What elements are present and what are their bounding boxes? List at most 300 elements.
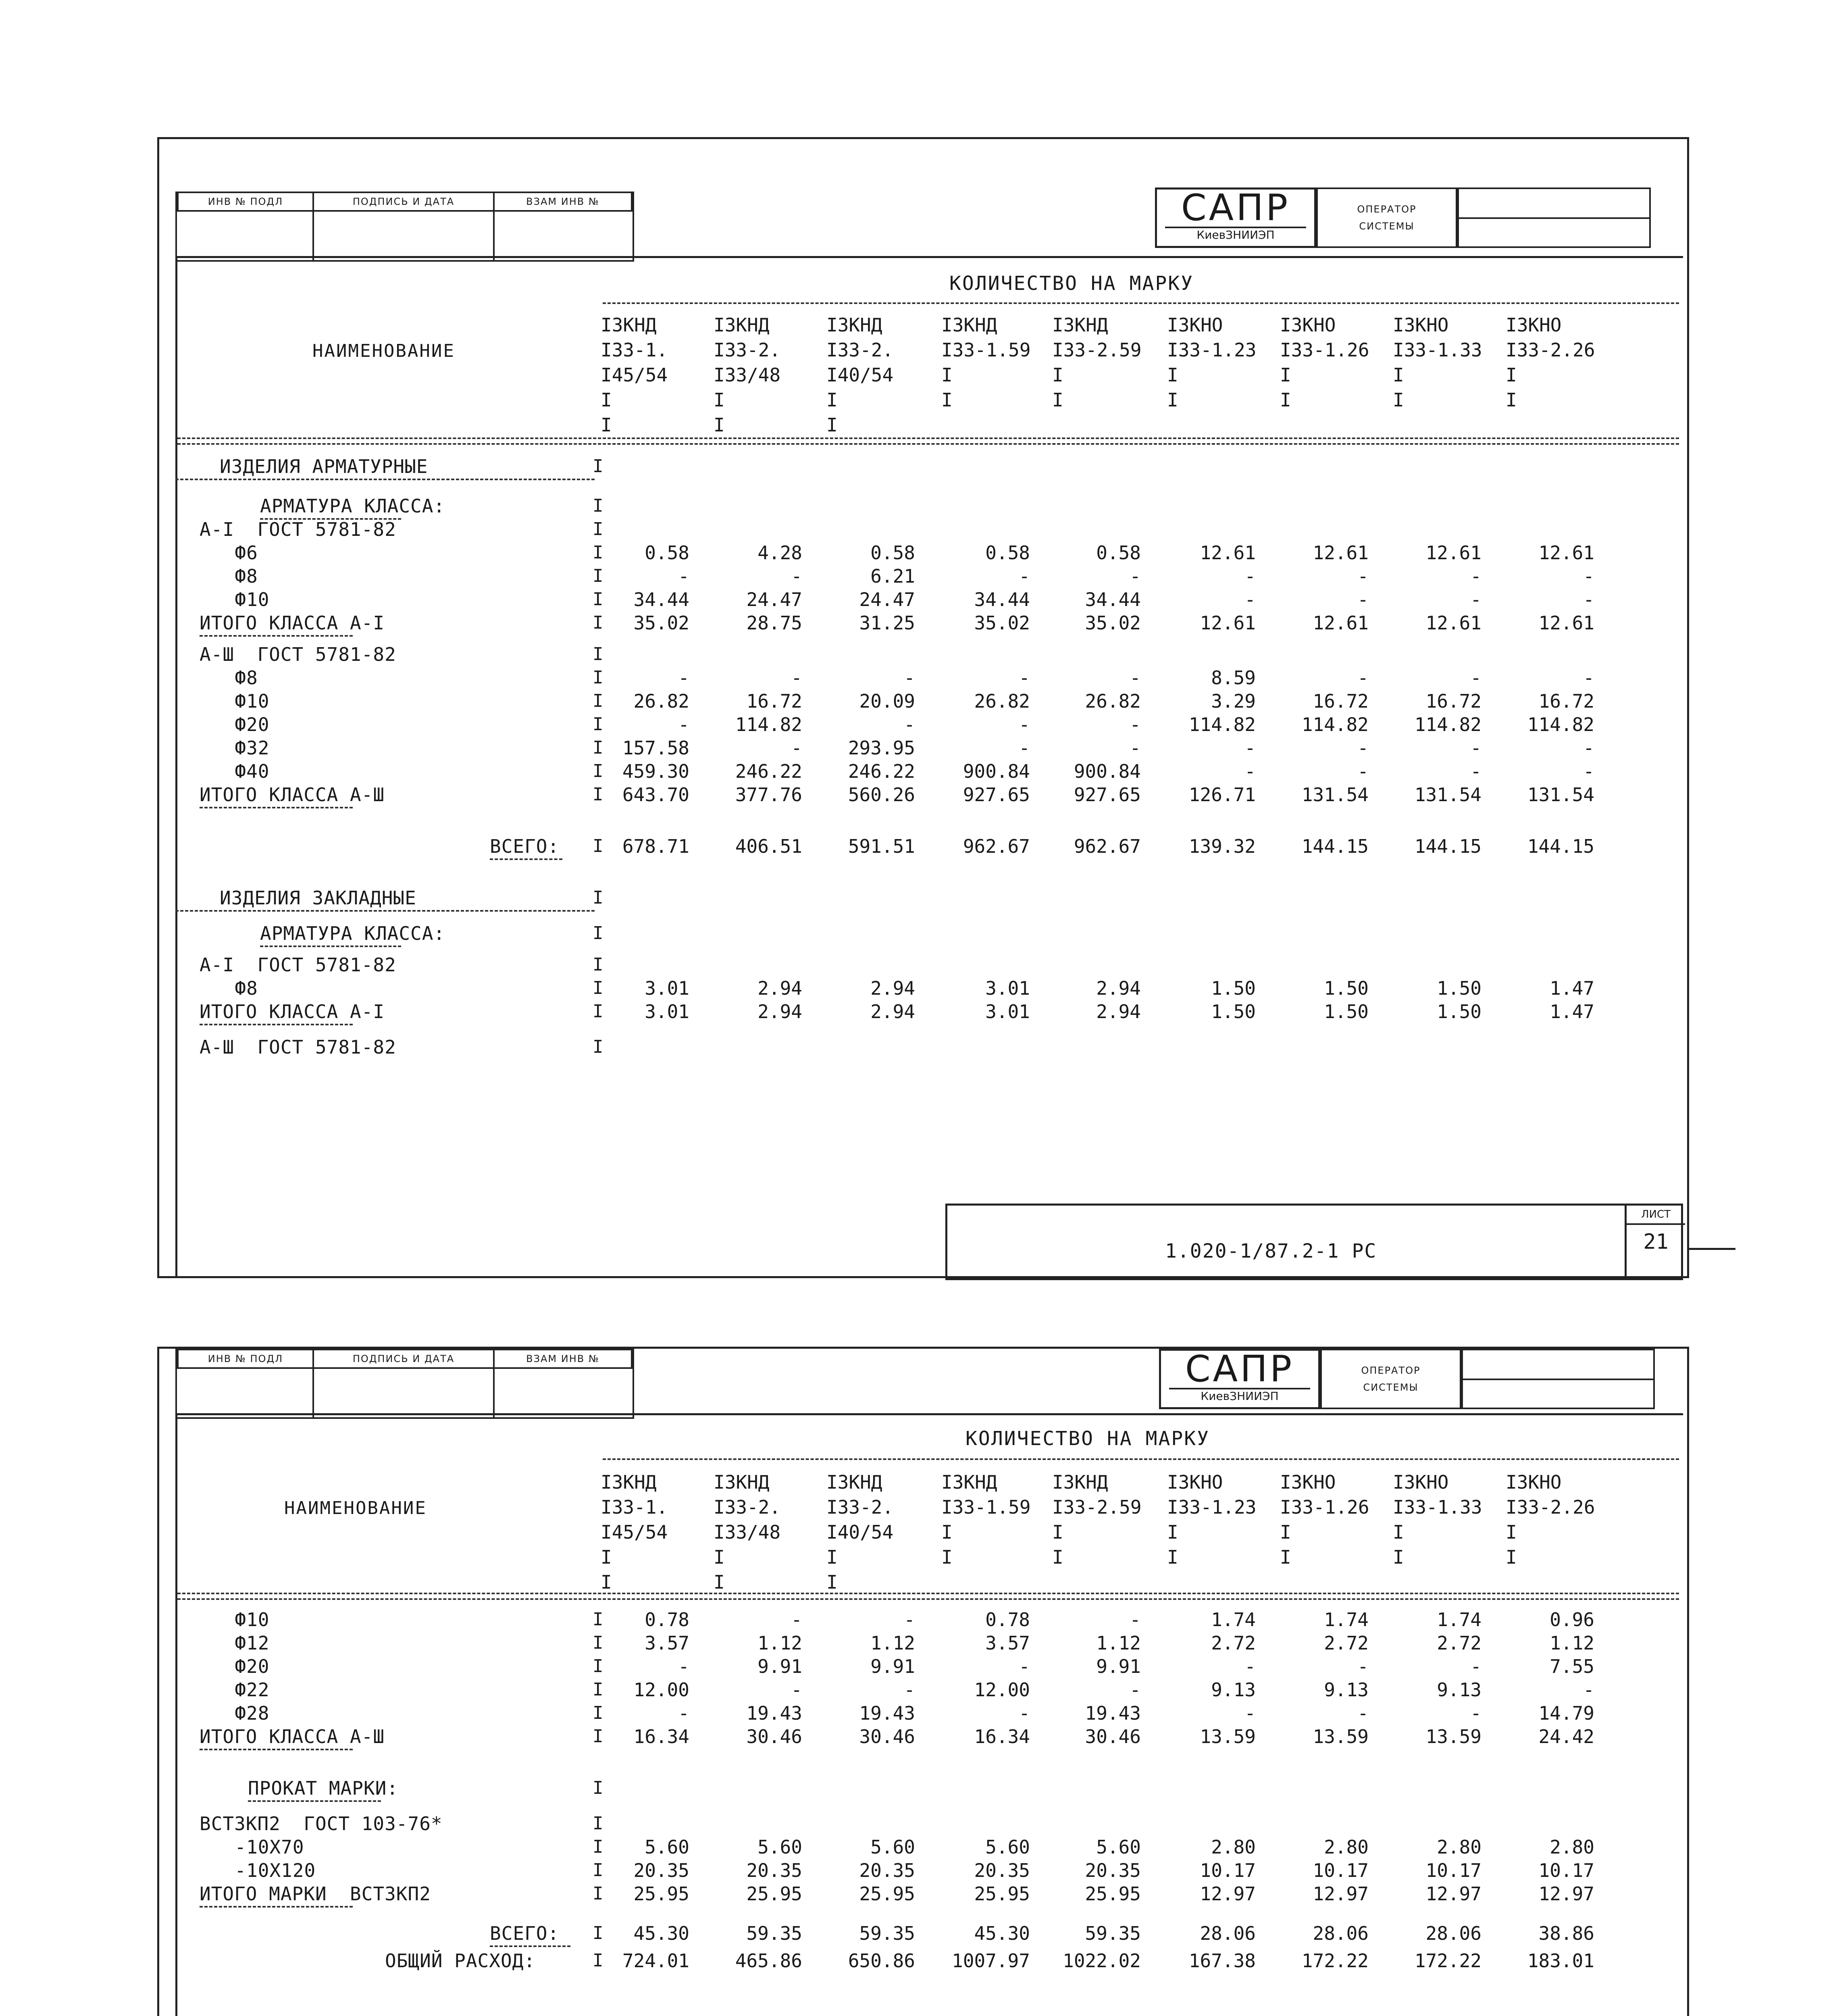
row-value: 0.58 (870, 542, 915, 564)
mark-header-marker: I (1393, 1546, 1404, 1568)
mark-header-line: I3КНО (1506, 1471, 1562, 1493)
row-value: 30.46 (859, 1726, 915, 1747)
row-value: - (904, 1679, 915, 1701)
row-value: 59.35 (746, 1922, 802, 1944)
mark-header-line: I33-1.26 (1280, 339, 1369, 361)
row-value: 13.59 (1425, 1726, 1482, 1747)
row-label: ИТОГО КЛАССА А-I (200, 612, 385, 634)
row-value: 246.22 (848, 760, 915, 782)
mark-header-line: I33-1.33 (1393, 1496, 1482, 1518)
column-separator: I (593, 1837, 603, 1857)
blank-box (1457, 187, 1651, 248)
row-value: 4.28 (757, 542, 802, 564)
row-value: 459.30 (622, 760, 689, 782)
row-value: - (678, 1702, 689, 1724)
row-value: 2.80 (1211, 1836, 1256, 1858)
row-value: 20.35 (974, 1860, 1030, 1881)
row-value: 34.44 (974, 589, 1030, 610)
row-value: 16.72 (1313, 690, 1369, 712)
row-label: Ф22 (212, 1679, 270, 1701)
quantity-title: КОЛИЧЕСТВО НА МАРКУ (949, 272, 1194, 295)
column-separator: I (593, 1001, 603, 1022)
row-label: Ф12 (212, 1632, 270, 1654)
row-label: ВСТ3КП2 ГОСТ 103-76* (200, 1813, 443, 1835)
doc-code: 1.020-1/87.2-1 РС (1165, 1240, 1377, 1262)
title-block (945, 1204, 1683, 1280)
column-separator: I (593, 1726, 603, 1747)
column-separator: I (593, 589, 603, 610)
row-value: 962.67 (1074, 835, 1141, 857)
row-label: А-Ш ГОСТ 5781-82 (200, 644, 396, 665)
mark-header-marker: I (1052, 389, 1063, 411)
row-value: 3.01 (645, 977, 689, 999)
mark-header-marker: I (1506, 1546, 1517, 1568)
mark-header-line: I33-1.23 (1167, 1496, 1257, 1518)
table-row (159, 885, 1687, 911)
row-value: 3.01 (645, 1001, 689, 1023)
row-value: 1.50 (1437, 977, 1482, 999)
approval-stamp (175, 1349, 634, 1419)
row-value: 10.17 (1200, 1860, 1256, 1881)
table-row (159, 1654, 1687, 1679)
mark-header-marker: I (941, 364, 953, 386)
column-separator: I (593, 978, 603, 998)
list-label: ЛИСТ (1627, 1206, 1685, 1225)
row-value: 2.94 (1096, 977, 1141, 999)
row-value: - (1583, 565, 1594, 587)
row-value: 19.43 (1085, 1702, 1141, 1724)
sheet-22 (157, 1347, 1689, 2016)
column-separator: I (593, 1656, 603, 1677)
table-row (159, 665, 1687, 691)
column-separator: I (593, 566, 603, 586)
row-value: 678.71 (622, 835, 689, 857)
mark-header-line: I3КНО (1393, 314, 1449, 336)
sapr-logo (1159, 1349, 1320, 1409)
row-value: 5.60 (757, 1836, 802, 1858)
row-label: ПРОКАТ МАРКИ: (248, 1777, 399, 1799)
table-row (159, 688, 1687, 714)
row-label: А-Ш ГОСТ 5781-82 (200, 1036, 396, 1058)
mark-header-marker: I (1280, 364, 1291, 386)
mark-header-marker: I (1167, 364, 1178, 386)
row-value: - (1357, 760, 1369, 782)
mark-header-marker: I (941, 1521, 953, 1543)
row-value: 24.47 (746, 589, 802, 610)
mark-header-line: I3КНД (601, 314, 657, 336)
operator-line1: ОПЕРАТОР (1357, 204, 1417, 215)
row-label: ВСЕГО: (490, 835, 560, 857)
row-value: - (1470, 565, 1482, 587)
sheet-21 (157, 137, 1689, 1278)
row-value: 9.91 (757, 1656, 802, 1677)
stamp-inv-podl: ИНВ № ПОДЛ (177, 1349, 314, 1369)
row-label: Ф10 (212, 589, 270, 610)
column-separator: I (593, 1633, 603, 1653)
mark-header-marker: I (1393, 364, 1404, 386)
row-label: ИТОГО КЛАССА А-Ш (200, 784, 385, 806)
operator-line1: ОПЕРАТОР (1361, 1365, 1421, 1376)
row-value: 126.71 (1188, 784, 1256, 806)
table-row (159, 1630, 1687, 1656)
row-value: 16.72 (746, 690, 802, 712)
column-separator: I (593, 667, 603, 688)
column-separator: I (593, 1703, 603, 1723)
row-value: 1.50 (1324, 1001, 1369, 1023)
row-value: - (1130, 565, 1141, 587)
row-value: 3.01 (985, 977, 1030, 999)
mark-header-line: I33-2.26 (1506, 1496, 1595, 1518)
column-separator: I (593, 691, 603, 711)
table-row (159, 1677, 1687, 1703)
row-value: 114.82 (1301, 714, 1369, 735)
row-value: 114.82 (735, 714, 802, 735)
row-label: ИТОГО МАРКИ ВСТ3КП2 (200, 1883, 431, 1905)
row-value: 6.21 (870, 565, 915, 587)
table-row (159, 833, 1687, 859)
row-value: 16.72 (1538, 690, 1594, 712)
row-value: 12.97 (1200, 1883, 1256, 1905)
column-separator: I (593, 1860, 603, 1881)
row-value: 3.01 (985, 1001, 1030, 1023)
mark-header-line: I3КНД (714, 1471, 770, 1493)
row-label: Ф32 (212, 737, 270, 759)
table-row (159, 1858, 1687, 1883)
row-value: - (1583, 760, 1594, 782)
row-value: 1.50 (1437, 1001, 1482, 1023)
row-value: 20.35 (746, 1860, 802, 1881)
table-row (159, 641, 1687, 667)
row-value: 183.01 (1527, 1950, 1594, 1972)
row-value: 16.72 (1425, 690, 1482, 712)
mark-header-marker: I (826, 1571, 838, 1593)
row-value: - (791, 565, 802, 587)
row-value: 35.02 (633, 612, 689, 634)
row-value: 12.61 (1538, 612, 1594, 634)
mark-header-line: I33-1.23 (1167, 339, 1257, 361)
row-value: 0.78 (645, 1609, 689, 1631)
row-value: - (1244, 1702, 1256, 1724)
row-value: 1007.97 (952, 1950, 1030, 1972)
row-value: 172.22 (1414, 1950, 1482, 1972)
mark-header-line: I33-2. (714, 339, 781, 361)
row-value: - (1019, 737, 1030, 759)
row-value: 10.17 (1425, 1860, 1482, 1881)
row-value: 28.06 (1313, 1922, 1369, 1944)
row-value: 0.58 (1096, 542, 1141, 564)
row-value: 5.60 (645, 1836, 689, 1858)
table-row (159, 999, 1687, 1025)
row-value: 59.35 (1085, 1922, 1141, 1944)
row-value: 20.35 (859, 1860, 915, 1881)
row-value: - (904, 667, 915, 689)
row-value: 114.82 (1527, 714, 1594, 735)
row-value: - (791, 1609, 802, 1631)
row-value: 406.51 (735, 835, 802, 857)
row-value: 724.01 (622, 1950, 689, 1972)
row-value: 12.00 (974, 1679, 1030, 1701)
row-value: 2.80 (1324, 1836, 1369, 1858)
mark-header-marker: I (601, 1571, 612, 1593)
table-row (159, 610, 1687, 636)
table-row (159, 493, 1687, 519)
row-value: - (1470, 1656, 1482, 1677)
column-separator: I (593, 761, 603, 781)
mark-header-line: I3КНД (826, 1471, 882, 1493)
row-value: 12.61 (1425, 542, 1482, 564)
row-value: 172.22 (1301, 1950, 1369, 1972)
row-value: 9.13 (1437, 1679, 1482, 1701)
table-row (159, 1034, 1687, 1060)
row-label: Ф40 (212, 760, 270, 782)
row-value: 2.94 (757, 1001, 802, 1023)
row-value: - (1470, 667, 1482, 689)
row-value: 1022.02 (1063, 1950, 1141, 1972)
row-value: 10.17 (1313, 1860, 1369, 1881)
row-label: АРМАТУРА КЛАССА: (260, 923, 445, 944)
list-number: 21 (1643, 1230, 1669, 1254)
row-value: 30.46 (1085, 1726, 1141, 1747)
row-value: 157.58 (622, 737, 689, 759)
row-value: 12.00 (633, 1679, 689, 1701)
mark-header-marker: I (1393, 1521, 1404, 1543)
row-value: 12.97 (1313, 1883, 1369, 1905)
mark-header-marker: I (1506, 364, 1517, 386)
row-value: 1.74 (1437, 1609, 1482, 1631)
row-value: - (1130, 1609, 1141, 1631)
row-value: 45.30 (633, 1922, 689, 1944)
mark-header-line: I33-2.59 (1052, 1496, 1142, 1518)
mark-header-line: I33/48 (714, 364, 781, 386)
row-label: ИТОГО КЛАССА А-Ш (200, 1726, 385, 1747)
mark-header-marker: I (1167, 1521, 1178, 1543)
row-value: 35.02 (1085, 612, 1141, 634)
row-value: - (1583, 589, 1594, 610)
row-value: 131.54 (1301, 784, 1369, 806)
row-value: 31.25 (859, 612, 915, 634)
row-label: -10Х120 (212, 1860, 316, 1881)
row-value: 35.02 (974, 612, 1030, 634)
mark-header-marker: I (714, 1546, 725, 1568)
row-value: 900.84 (963, 760, 1030, 782)
row-value: 144.15 (1527, 835, 1594, 857)
mark-header-line: I3КНО (1167, 1471, 1223, 1493)
row-value: - (1130, 714, 1141, 735)
row-value: 2.72 (1437, 1632, 1482, 1654)
row-value: - (1357, 589, 1369, 610)
row-value: - (791, 667, 802, 689)
row-value: 14.79 (1538, 1702, 1594, 1724)
row-value: 12.97 (1538, 1883, 1594, 1905)
row-label: А-I ГОСТ 5781-82 (200, 519, 396, 540)
row-value: 2.80 (1437, 1836, 1482, 1858)
sapr-title: САПР (1185, 1348, 1294, 1390)
stamp-vzam-inv: ВЗАМ ИНВ № (493, 1349, 633, 1369)
name-column-header: НАИМЕНОВАНИЕ (284, 1498, 427, 1518)
row-label: А-I ГОСТ 5781-82 (200, 954, 396, 976)
row-value: 34.44 (1085, 589, 1141, 610)
table-row (159, 516, 1687, 542)
stamp-inv-podl: ИНВ № ПОДЛ (177, 192, 314, 212)
row-value: 16.34 (974, 1726, 1030, 1747)
row-value: - (1470, 760, 1482, 782)
mark-header-marker: I (1167, 1546, 1178, 1568)
column-separator: I (593, 836, 603, 856)
row-value: 7.55 (1550, 1656, 1594, 1677)
row-value: 144.15 (1301, 835, 1369, 857)
mark-header-marker: I (826, 1546, 838, 1568)
row-value: - (1019, 565, 1030, 587)
mark-header-line: I3КНД (1052, 314, 1108, 336)
column-separator: I (593, 496, 603, 516)
table-row (159, 1724, 1687, 1749)
mark-header-marker: I (1280, 389, 1291, 411)
mark-header-line: I33-1.59 (941, 1496, 1031, 1518)
row-value: - (1583, 1679, 1594, 1701)
row-value: 12.97 (1425, 1883, 1482, 1905)
row-label: Ф28 (212, 1702, 270, 1724)
row-value: 560.26 (848, 784, 915, 806)
operator-box (1316, 187, 1457, 248)
row-value: 20.35 (1085, 1860, 1141, 1881)
table-row (159, 1948, 1687, 1974)
row-value: - (1244, 737, 1256, 759)
sapr-title: САПР (1181, 187, 1290, 229)
column-separator: I (593, 1923, 603, 1943)
row-value: 16.34 (633, 1726, 689, 1747)
sheet-number-box (1625, 1206, 1685, 1280)
sapr-org: КиевЗНИИЭП (1165, 227, 1306, 242)
row-label: Ф20 (212, 1656, 270, 1677)
row-value: 9.13 (1324, 1679, 1369, 1701)
row-value: 9.91 (1096, 1656, 1141, 1677)
row-value: 144.15 (1414, 835, 1482, 857)
column-separator: I (593, 737, 603, 758)
mark-header-marker: I (826, 414, 838, 436)
mark-header-line: I33-2. (714, 1496, 781, 1518)
table-row (159, 1700, 1687, 1726)
column-separator: I (593, 1778, 603, 1798)
row-value: 8.59 (1211, 667, 1256, 689)
row-value: 10.17 (1538, 1860, 1594, 1881)
row-value: - (1470, 737, 1482, 759)
mark-header-line: I3КНО (1280, 314, 1336, 336)
column-separator: I (593, 1883, 603, 1904)
table-row (159, 782, 1687, 808)
column-separator: I (593, 784, 603, 805)
mark-header-line: I33-2. (826, 1496, 894, 1518)
approval-stamp (175, 192, 634, 262)
row-label: ОБЩИЙ РАСХОД: (385, 1950, 536, 1972)
row-value: 34.44 (633, 589, 689, 610)
mark-header-line: I3КНО (1280, 1471, 1336, 1493)
row-value: 465.86 (735, 1950, 802, 1972)
row-label: Ф8 (212, 977, 258, 999)
row-value: 114.82 (1414, 714, 1482, 735)
mark-header-line: I33-2.59 (1052, 339, 1142, 361)
row-value: 13.59 (1313, 1726, 1369, 1747)
mark-header-line: I3КНД (1052, 1471, 1108, 1493)
row-value: 12.61 (1313, 612, 1369, 634)
row-value: 25.95 (1085, 1883, 1141, 1905)
table-row (159, 563, 1687, 589)
stamp-podpis-data: ПОДПИСЬ И ДАТА (312, 1349, 495, 1369)
row-value: - (1244, 760, 1256, 782)
row-value: 26.82 (633, 690, 689, 712)
mark-header-line: I45/54 (601, 364, 668, 386)
row-value: 2.72 (1211, 1632, 1256, 1654)
row-value: - (1357, 737, 1369, 759)
mark-header-marker: I (941, 1546, 953, 1568)
row-value: - (791, 737, 802, 759)
mark-header-line: I3КНД (601, 1471, 657, 1493)
row-label: -10Х70 (212, 1836, 304, 1858)
mark-header-line: I3КНО (1167, 314, 1223, 336)
name-column-header: НАИМЕНОВАНИЕ (312, 341, 455, 361)
row-value: 0.96 (1550, 1609, 1594, 1631)
mark-header-line: I33-2.26 (1506, 339, 1595, 361)
mark-header-line: I45/54 (601, 1521, 668, 1543)
row-value: 12.61 (1200, 612, 1256, 634)
row-value: 139.32 (1188, 835, 1256, 857)
row-value: 25.95 (859, 1883, 915, 1905)
row-value: 1.12 (870, 1632, 915, 1654)
mark-header-marker: I (826, 389, 838, 411)
row-value: 19.43 (746, 1702, 802, 1724)
row-label: Ф10 (212, 1609, 270, 1631)
row-value: - (678, 1656, 689, 1677)
row-label: ИЗДЕЛИЯ ЗАКЛАДНЫЕ (220, 887, 416, 909)
row-value: 28.75 (746, 612, 802, 634)
mark-header-marker: I (1052, 1521, 1063, 1543)
row-value: 643.70 (622, 784, 689, 806)
row-label: Ф8 (212, 565, 258, 587)
row-value: 28.06 (1200, 1922, 1256, 1944)
mark-header-marker: I (1506, 389, 1517, 411)
row-value: 28.06 (1425, 1922, 1482, 1944)
mark-header-line: I33-1.33 (1393, 339, 1482, 361)
mark-header-line: I3КНД (941, 1471, 997, 1493)
mark-header-marker: I (714, 1571, 725, 1593)
row-value: 9.13 (1211, 1679, 1256, 1701)
mark-header-line: I3КНО (1393, 1471, 1449, 1493)
row-value: 12.61 (1313, 542, 1369, 564)
mark-header-marker: I (714, 414, 725, 436)
row-value: - (678, 667, 689, 689)
row-value: 2.72 (1324, 1632, 1369, 1654)
row-value: - (1130, 737, 1141, 759)
row-value: - (1357, 1656, 1369, 1677)
table-row (159, 952, 1687, 978)
mark-header-marker: I (1280, 1546, 1291, 1568)
row-value: - (678, 565, 689, 587)
mark-header-line: I33-1.59 (941, 339, 1031, 361)
row-value: 0.78 (985, 1609, 1030, 1631)
table-row (159, 735, 1687, 761)
mark-header-marker: I (1052, 1546, 1063, 1568)
row-value: - (1470, 1702, 1482, 1724)
row-value: 26.82 (974, 690, 1030, 712)
table-row (159, 758, 1687, 784)
row-value: 927.65 (963, 784, 1030, 806)
blank-box (1461, 1349, 1655, 1409)
mark-header-line: I40/54 (826, 1521, 894, 1543)
table-row (159, 1775, 1687, 1801)
row-value: - (1583, 737, 1594, 759)
mark-header-marker: I (601, 414, 612, 436)
row-value: - (1019, 1656, 1030, 1677)
column-separator: I (593, 1037, 603, 1057)
